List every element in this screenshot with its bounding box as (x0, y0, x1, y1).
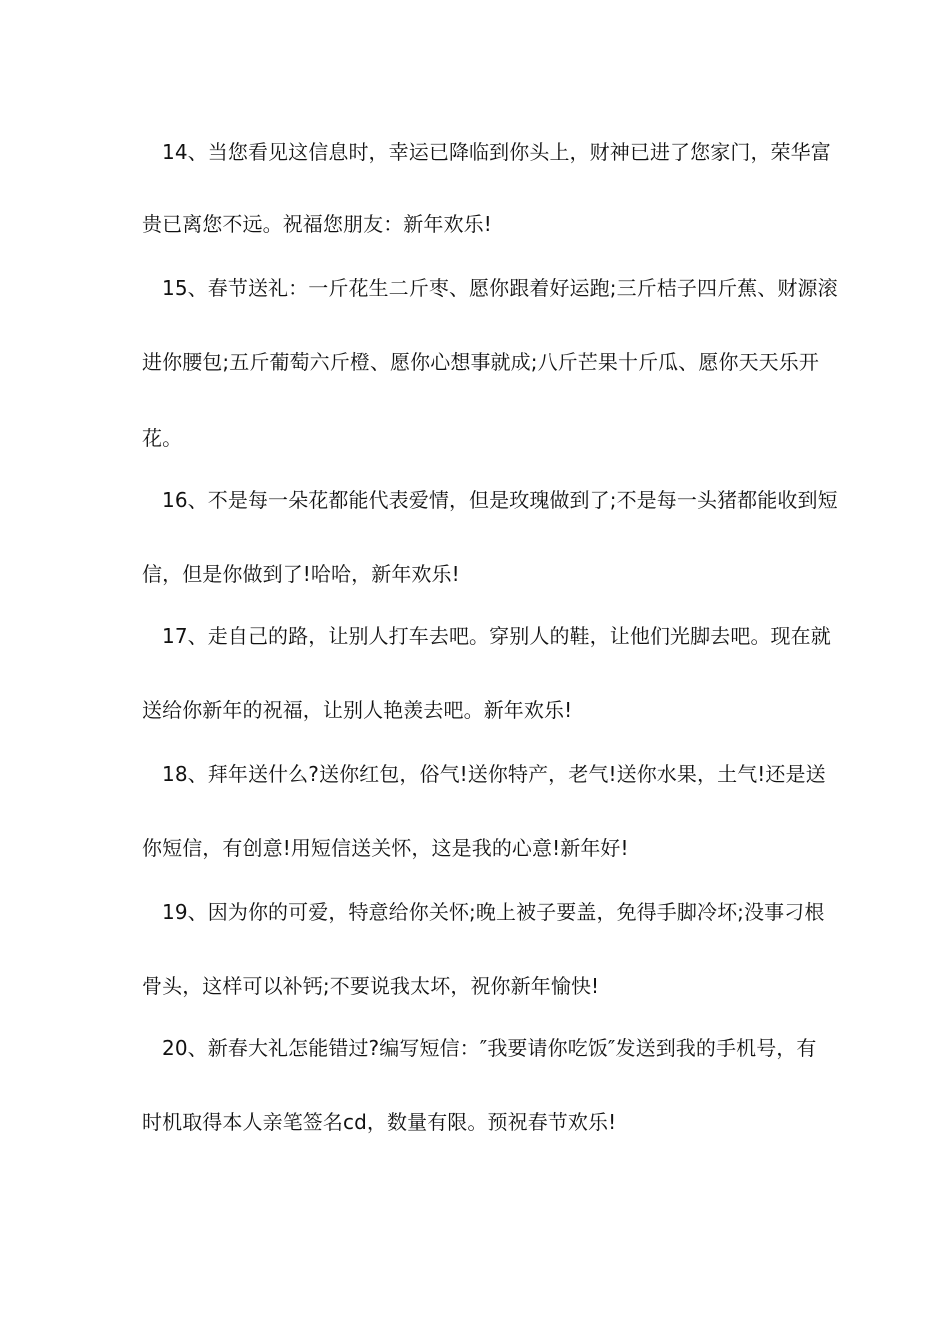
paragraph-20-line-1: 20、新春大礼怎能错过?编写短信：″我要请你吃饭″发送到我的手机号，有 (162, 1036, 817, 1060)
paragraph-14-line-1: 14、当您看见这信息时，幸运已降临到你头上，财神已进了您家门，荣华富 (162, 140, 831, 164)
paragraph-20-line-2: 时机取得本人亲笔签名cd，数量有限。预祝春节欢乐! (142, 1110, 617, 1134)
paragraph-19-line-2: 骨头，这样可以补钙;不要说我太坏，祝你新年愉快! (142, 974, 600, 998)
paragraph-16-line-2: 信，但是你做到了!哈哈，新年欢乐! (142, 562, 460, 586)
paragraph-16-line-1: 16、不是每一朵花都能代表爱情，但是玫瑰做到了;不是每一头猪都能收到短 (162, 488, 838, 512)
paragraph-19-line-1: 19、因为你的可爱，特意给你关怀;晚上被子要盖，免得手脚冷坏;没事刁根 (162, 900, 825, 924)
paragraph-15-line-2: 进你腰包;五斤葡萄六斤橙、愿你心想事就成;八斤芒果十斤瓜、愿你天天乐开 (142, 350, 819, 374)
paragraph-18-line-2: 你短信，有创意!用短信送关怀，这是我的心意!新年好! (142, 836, 629, 860)
paragraph-15-line-3: 花。 (142, 426, 183, 450)
paragraph-14-line-2: 贵已离您不远。祝福您朋友：新年欢乐! (142, 212, 492, 236)
paragraph-15-line-1: 15、春节送礼：一斤花生二斤枣、愿你跟着好运跑;三斤桔子四斤蕉、财源滚 (162, 276, 838, 300)
paragraph-17-line-1: 17、走自己的路，让别人打车去吧。穿别人的鞋，让他们光脚去吧。现在就 (162, 624, 831, 648)
paragraph-18-line-1: 18、拜年送什么?送你红包，俗气!送你特产，老气!送你水果，土气!还是送 (162, 762, 826, 786)
paragraph-17-line-2: 送给你新年的祝福，让别人艳羡去吧。新年欢乐! (142, 698, 573, 722)
